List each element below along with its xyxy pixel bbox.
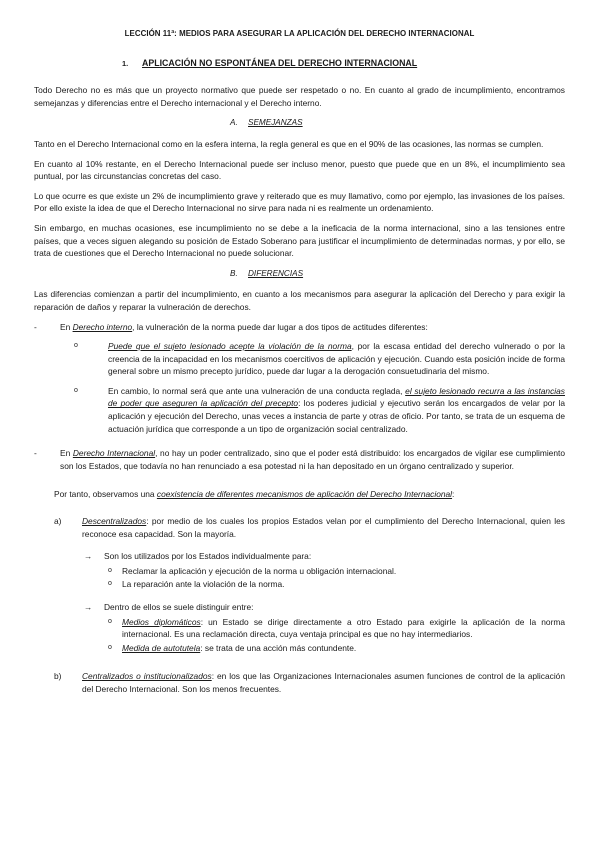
bullet-text: , la vulneración de la norma puede dar lugar a dos tipos de actitudes diferentes: bbox=[132, 321, 428, 332]
bullet-term: Derecho interno bbox=[72, 321, 133, 332]
arrow-item-utilizados bbox=[84, 550, 565, 563]
section-title: SEMEJANZAS bbox=[248, 118, 303, 128]
sub-item-text: , por la escasa entidad del derecho vulnerado o por la creencia de la incapacidad en los mecanismos coercitivos de aplicación y ejecución. Cuando esta posición incide de forma general sobre un mismo precepto jurídico, puede dar lugar a la derogación consuetudinaria del mismo. bbox=[108, 341, 565, 377]
section-semejanzas bbox=[230, 117, 565, 130]
sub-item-recurra bbox=[60, 385, 565, 435]
semejanzas-paragraph-1: Tanto en el Derecho Internacional como en la esfera interna, la regla general es que en el 90% de las ocasiones, las normas se cumplen. bbox=[34, 138, 544, 149]
item-term: Descentralizados bbox=[82, 516, 147, 527]
bullet-derecho-interno bbox=[34, 321, 565, 334]
circle-item bbox=[100, 578, 565, 591]
circle-item bbox=[100, 565, 565, 578]
arrow-item-distinguir bbox=[84, 601, 565, 614]
arrow-right-icon: → bbox=[84, 602, 93, 612]
heading-1 bbox=[122, 57, 565, 71]
section-letter: B. bbox=[230, 268, 238, 278]
item-descentralizados bbox=[54, 515, 565, 540]
sub-item-underlined: Puede que el sujeto lesionado acepte la violación de la norma bbox=[108, 341, 352, 352]
heading-number: 1. bbox=[122, 58, 129, 68]
circle-item-text: : se trata de una acción más contundente. bbox=[200, 642, 357, 653]
circle-item-text: : un Estado se dirige directamente a otro Estado para exigirle la aplicación de la norma internacional. Es una reclamación directa, cuya ventaja principal es que no hay intermediarios. bbox=[122, 616, 566, 640]
circle-bullet: o bbox=[108, 580, 112, 588]
sub-item-text: : los poderes judicial y ejecutivo serán los encargados de velar por la aplicación y ejecución del Derecho, unas veces a instancia de parte y otras de oficio. Por tanto, se trata de un esquema de actuación jurídica que corresponde a un tipo de organización social centralizado. bbox=[108, 398, 565, 434]
section-letter: A. bbox=[230, 118, 238, 128]
bullet-text: En bbox=[60, 448, 73, 459]
bullet-derecho-internacional bbox=[34, 447, 565, 472]
circle-bullet: o bbox=[74, 342, 78, 350]
circle-bullet: o bbox=[108, 617, 112, 625]
por-tanto-underlined: coexistencia de diferentes mecanismos de aplicación del Derecho Internacional bbox=[156, 489, 453, 500]
circle-item-term: Medida de autotutela bbox=[122, 642, 201, 653]
circle-item-text: Reclamar la aplicación y ejecución de la norma u obligación internacional. bbox=[122, 565, 397, 576]
section-title: DIFERENCIAS bbox=[248, 268, 304, 278]
sub-item-acepte bbox=[60, 340, 565, 378]
alpha-marker: a) bbox=[54, 516, 62, 527]
circle-item-text: La reparación ante la violación de la norma. bbox=[122, 579, 285, 590]
item-term: Centralizados o institucionalizados bbox=[82, 671, 212, 682]
bullet-text: En bbox=[60, 321, 73, 332]
arrow-item-text: Son los utilizados por los Estados individualmente para: bbox=[104, 551, 312, 562]
item-centralizados bbox=[54, 670, 565, 695]
intro-paragraph: Todo Derecho no es más que un proyecto normativo que puede ser respetado o no. En cuanto al grado de incumplimiento, encontramos semejanzas y diferencias entre el Derecho internacional y el Derecho interno. bbox=[34, 85, 565, 108]
semejanzas-paragraph-4: Sin embargo, en muchas ocasiones, ese incumplimiento no se debe a la ineficacia de la norma internacional, sino a las tensiones entre países, que a veces siguen alegando su posición de Estado Soberano para justificar el incumplimiento de determinadas normas, y por ello, se trata de cuestiones que el Derecho Internacional no puede solucionar. bbox=[34, 222, 565, 259]
lesson-title: LECCIÓN 11ª: MEDIOS PARA ASEGURAR LA APLICACIÓN DEL DERECHO INTERNACIONAL bbox=[124, 29, 475, 38]
arrow-item-text: Dentro de ellos se suele distinguir entre: bbox=[104, 602, 254, 612]
alpha-marker: b) bbox=[54, 671, 62, 682]
document-page bbox=[34, 28, 565, 704]
circle-item bbox=[100, 642, 565, 655]
semejanzas-paragraph-2: En cuanto al 10% restante, en el Derecho Internacional puede ser incluso menor, puesto que puede que en un 8%, el incumplimiento sea puntual, por las circunstancias concretas del caso. bbox=[34, 158, 565, 182]
circle-item bbox=[100, 616, 565, 641]
dash-bullet: - bbox=[34, 321, 37, 332]
circle-item-term: Medios diplomáticos bbox=[122, 616, 201, 627]
item-text: : en los que las Organizaciones Internacionales asumen funciones de control de la aplicación del Derecho Internacional. Son los menos frecuentes. bbox=[82, 671, 565, 694]
bullet-text: , no hay un poder centralizado, sino que el poder está distribuido: los encargados de vigilar ese cumplimiento son los Estados, que todavía no han renunciado a esa potestad ni la han depositado en un órgano centralizado y superior. bbox=[60, 448, 565, 471]
heading-text: APLICACIÓN NO ESPONTÁNEA DEL DERECHO INTERNACIONAL bbox=[142, 57, 418, 68]
diferencias-intro: Las diferencias comienzan a partir del incumplimiento, en cuanto a los mecanismos para asegurar la aplicación del Derecho y para exigir la reparación de daños y reparar la vulneración de derechos. bbox=[34, 289, 565, 312]
circle-bullet: o bbox=[74, 386, 78, 394]
bullet-term: Derecho Internacional bbox=[72, 448, 156, 459]
circle-bullet: o bbox=[108, 643, 112, 651]
section-diferencias bbox=[230, 268, 565, 281]
sub-item-text: En cambio, lo normal será que ante una vulneración de una conducta reglada, bbox=[108, 385, 406, 396]
circle-bullet: o bbox=[108, 566, 112, 574]
sub-item-underlined: el sujeto lesionado recurra a las instancias de poder que aseguren la aplicación del precepto bbox=[108, 385, 565, 409]
semejanzas-paragraph-3: Lo que ocurre es que existe un 2% de incumplimiento grave y reiterado que es muy llamativo, como por ejemplo, las invasiones de los países. Por ello existe la idea de que el Derecho Internacional no sirve para nada ni es realmente un ordenamiento. bbox=[34, 190, 565, 214]
por-tanto-text: Por tanto, observamos una bbox=[54, 489, 157, 500]
item-text: : por medio de los cuales los propios Estados velan por el cumplimiento del Derecho Internacional, quien les reconoce esa capacidad. Son la mayoría. bbox=[82, 516, 565, 539]
por-tanto-text: : bbox=[452, 489, 455, 500]
arrow-right-icon: → bbox=[84, 551, 93, 562]
dash-bullet: - bbox=[34, 448, 37, 459]
por-tanto-line bbox=[54, 488, 565, 501]
